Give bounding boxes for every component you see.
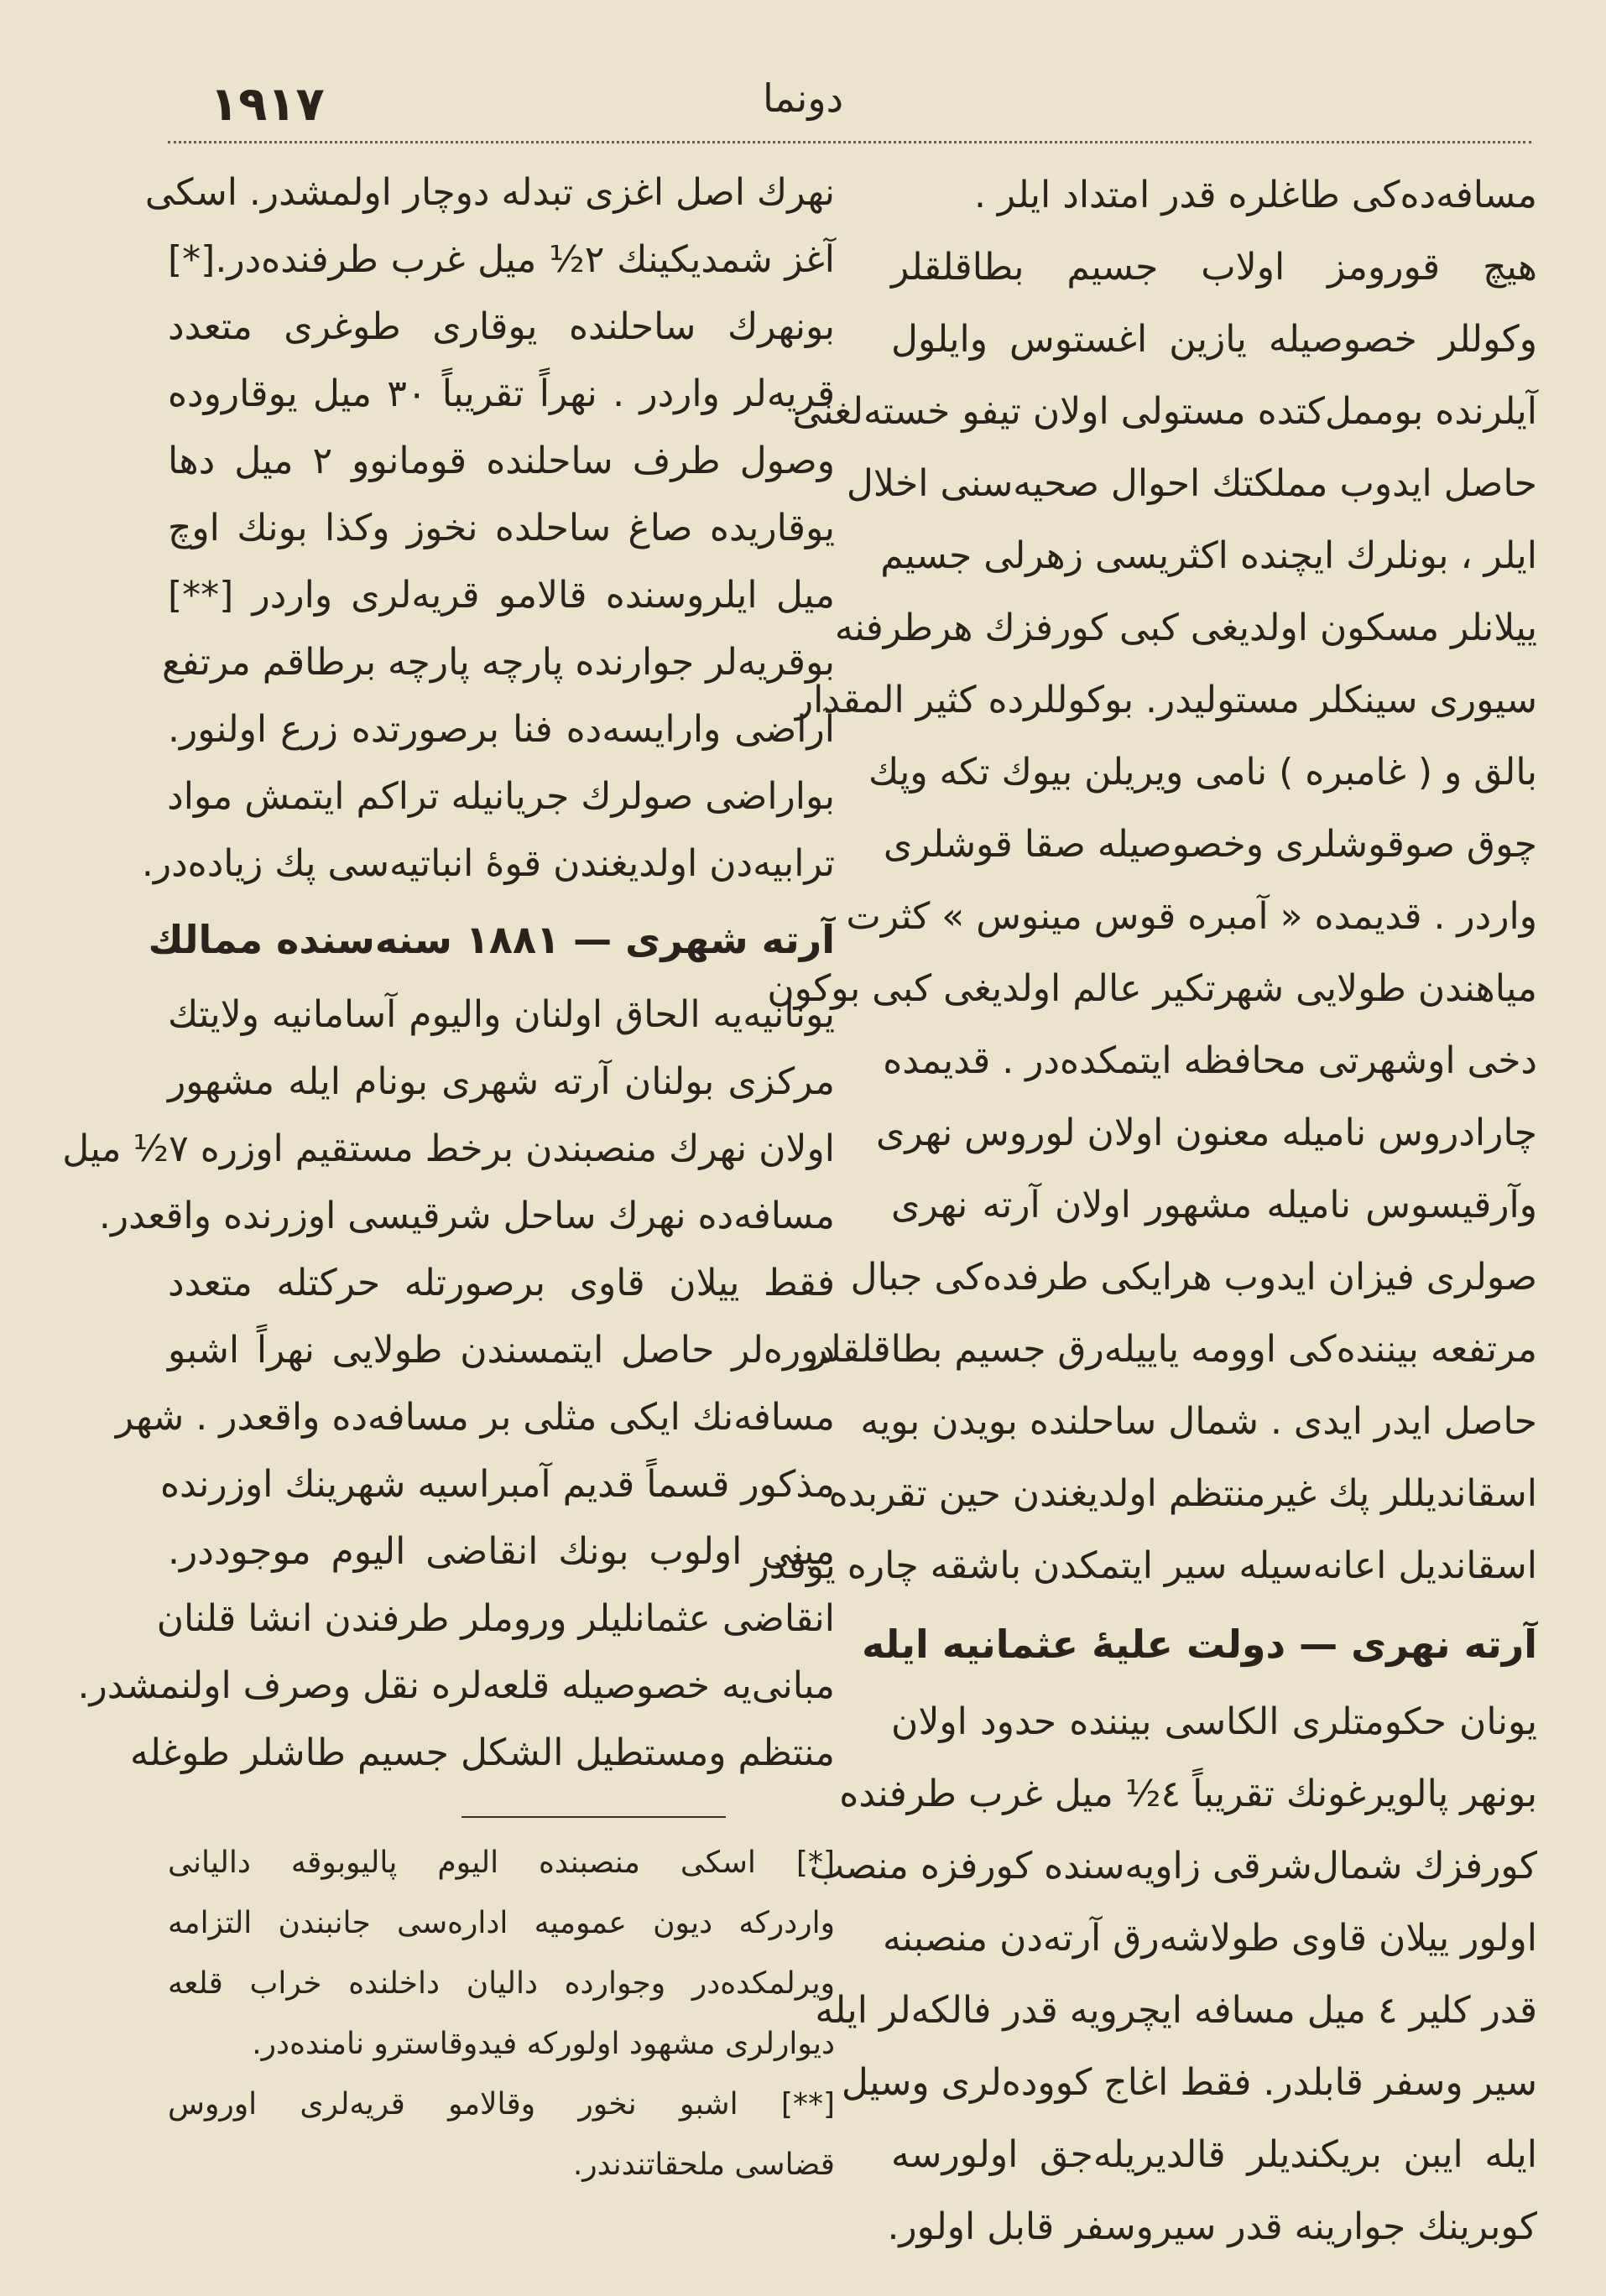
footnote-line: دیوارلری مشهود اولوركه فیدوقاسترو نامنده‌در. <box>252 2027 835 2061</box>
text-line: مبانی‌یه خصوصیله قلعه‌لره نقل وصرف اولنمشدر. <box>77 1664 835 1707</box>
text-line: یوقاریده صاغ ساحلده نخوز وكذا بونك اوچ <box>168 507 835 549</box>
text-line: بوقریه‌لر جوارنده پارچه پارچه برطاقم مرتفع <box>162 641 835 684</box>
text-line: مسافه‌نك ایكی مثلی بر مسافه‌ده واقعدر . شهر <box>115 1396 835 1439</box>
footnote-line: قضاسی ملحقاتندندر. <box>572 2148 835 2182</box>
footnote-line: [*] اسكی منصبنده الیوم پالیوبوقه دالیانی <box>168 1846 835 1880</box>
right-column <box>751 159 1537 2263</box>
text-line: آیلرنده بوممل‌كتده مستولی اولان تیفو خسته‌لغنی <box>792 390 1537 433</box>
text-line: كورفزك شمال‌شرقی زاویه‌سنده كورفزه منصب <box>809 1845 1537 1887</box>
footnote-line: ویرلمكده‌در وجوارده دالیان داخلنده خراب قلعه <box>168 1966 835 2001</box>
footnotes <box>168 1833 835 2195</box>
text-line: مبنی اولوب بونك انقاضی الیوم موجوددر. <box>168 1530 835 1573</box>
text-line: وآرقیسوس نامیله مشهور اولان آرته نهری <box>891 1184 1537 1226</box>
text-line: وصول طرف ساحلنده قومانوو ٢ میل دها <box>168 440 835 482</box>
text-line: آغز شمدیكینك ٢½ میل غرب طرفنده‌در.[*] <box>168 238 835 281</box>
text-line: چوق صوقوشلری وخصوصیله صقا قوشلری <box>883 823 1537 866</box>
text-line: كوبرینك جوارینه قدر سیروسفر قابل اولور. <box>887 2205 1537 2248</box>
text-line: اولور ییلان قاوی طولاشه‌رق آرته‌دن منصبنه <box>882 1917 1537 1960</box>
text-line: آراضی وارایسه‌ده فنا برصورتده زرع اولنور. <box>168 708 835 751</box>
text-line: حاصل ایدر ایدی . شمال ساحلنده بویدن بویه <box>860 1400 1537 1443</box>
text-line: یونان حكومتلری الكاسی بیننده حدود اولان <box>891 1700 1537 1743</box>
text-line: دوره‌لر حاصل ایتمسندن طولایی نهراً اشبو <box>168 1329 835 1372</box>
text-line: اسقاندیل اعانه‌سیله سیر ایتمكدن باشقه چاره یوقدر <box>751 1544 1537 1587</box>
text-line: قدر كلیر ٤ میل مسافه ایچرویه قدر فالكه‌لر ایله <box>815 1989 1537 2032</box>
text-line: مذكور قسماً قدیم آمبراسیه شهرینك اوزرنده <box>159 1463 835 1506</box>
section-heading: آرته شهری — ١٨٨١ سنه‌سنده ممالك <box>148 917 835 962</box>
text-line: ییلانلر مسكون اولدیغی كبی كورفزك هرطرفنه <box>834 607 1537 649</box>
text-line: مسافه‌ده نهرك ساحل شرقیسی اوزرنده واقعدر. <box>98 1195 835 1237</box>
text-line: سیر وسفر قابلدر. فقط اغاج كووده‌لری وسیل <box>841 2061 1537 2104</box>
text-line: نهرك اصل اغزی تبدله دوچار اولمشدر. اسكی <box>144 171 835 214</box>
text-line: میاهندن طولایی شهرتكیر عالم اولدیغی كبی بوكون <box>767 967 1537 1010</box>
text-line: قریه‌لر واردر . نهراً تقریباً ٣٠ میل یوقاروده <box>168 372 835 415</box>
header-rule <box>168 141 1531 143</box>
text-line: مركزی بولنان آرته شهری بونام ایله مشهور <box>168 1060 835 1103</box>
text-line: یونانیه‌یه الحاق اولنان والیوم آسامانیه ولایتك <box>168 993 835 1036</box>
running-title: دونما <box>762 75 844 121</box>
text-line: بونهر پالویرغونك تقریباً ٤½ میل غرب طرفنده <box>839 1773 1537 1815</box>
text-line: اولان نهرك منصبندن برخط مستقیم اوزره ٧½ میل <box>62 1127 835 1170</box>
text-line: ایلر ، بونلرك ایچنده اكثریسی زهرلی جسیم <box>880 534 1537 577</box>
footnote-line: [**] اشبو نخور وقالامو قریه‌لری اوروس <box>168 2087 835 2122</box>
text-line: اسقاندیللر پك غیرمنتظم اولدیغندن حین تقربده <box>828 1472 1537 1515</box>
text-line: بونهرك ساحلنده یوقاری طوغری متعدد <box>168 305 835 348</box>
text-line: بواراضی صولرك جریانیله تراكم ایتمش مواد <box>167 775 835 818</box>
text-line: چارادروس نامیله معنون اولان لوروس نهری <box>875 1112 1537 1154</box>
footnote-rule <box>461 1816 726 1818</box>
text-line: وكوللر خصوصیله یازین اغستوس وایلول <box>891 318 1537 361</box>
section-heading: آرته نهری — دولت علیهٔ عثمانیه ایله <box>862 1622 1537 1667</box>
text-line: دخی اوشهرتی محافظه ایتمكده‌در . قدیمده <box>883 1039 1537 1082</box>
text-line: واردر . قدیمده « آمبره قوس مینوس » كثرت <box>846 895 1537 938</box>
text-line: میل ایلروسنده قالامو قریه‌لری واردر [**] <box>168 574 835 617</box>
text-line: بالق و ( غامبره ) نامی ویریلن بیوك تكه وپك <box>868 751 1537 794</box>
text-line: صولری فیزان ایدوب هرایكی طرفده‌كی جبال <box>850 1256 1537 1299</box>
text-line: سیوری سینكلر مستولیدر. بوكوللرده كثیر المقدار <box>795 679 1537 721</box>
text-line: مسافه‌ده‌كی طاغلره قدر امتداد ایلر . <box>973 174 1537 216</box>
text-line: ترابیه‌دن اولدیغندن قوهٔ انباتیه‌سی پك زیاده‌در. <box>141 842 835 885</box>
text-line: حاصل ایدوب مملكتك احوال صحیه‌سنی اخلال <box>846 462 1537 505</box>
left-column <box>62 159 835 1787</box>
text-line: هیچ قورومز اولاب جسیم بطاقلقلر <box>891 246 1537 289</box>
page-number: ١٩١٧ <box>210 77 325 132</box>
text-line: ایله ایبن بریكندیلر قالدیریله‌جق اولورسه <box>891 2133 1537 2176</box>
text-line: فقط ییلان قاوی برصورتله حركتله متعدد <box>168 1262 835 1304</box>
text-line: مرتفعه بیننده‌كی اوومه یاییله‌رق جسیم بطاقلقلر <box>809 1328 1537 1371</box>
text-line: منتظم ومستطیل الشكل جسیم طاشلر طوغله <box>129 1731 835 1774</box>
text-line: انقاضی عثمانلیلر وروملر طرفندن انشا قلنان <box>156 1597 835 1640</box>
footnote-line: واردركه دیون عمومیه اداره‌سی جانبندن التزامه <box>168 1906 835 1940</box>
